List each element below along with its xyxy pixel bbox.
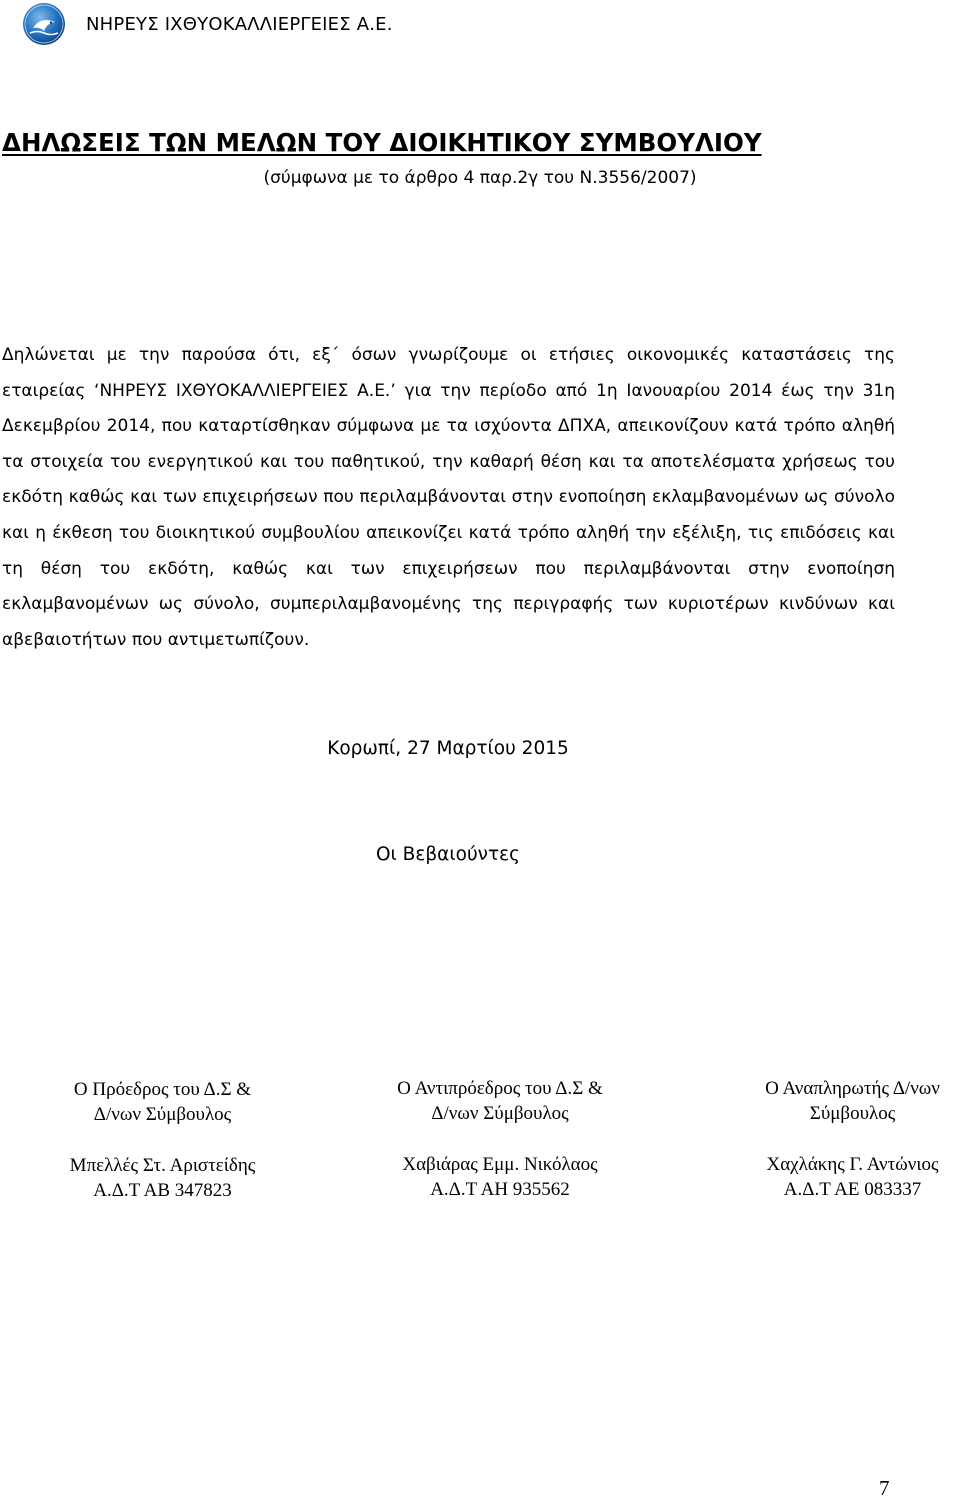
place-date: Κορωπί, 27 Μαρτίου 2015: [327, 738, 569, 759]
document-title: ΔΗΛΩΣΕΙΣ ΤΩΝ ΜΕΛΩΝ ΤΟΥ ΔΙΟΙΚΗΤΙΚΟΥ ΣΥΜΒΟΥΛΙΟΥ: [2, 128, 762, 157]
declaration-paragraph: Δηλώνεται με την παρούσα ότι, εξ΄ όσων γνωρίζουμε οι ετήσιες οικονομικές καταστάσεις της εταιρείας ‘ΝΗΡΕΥΣ ΙΧΘΥΟΚΑΛΛΙΕΡΓΕΙΕΣ Α.Ε.’ για την περίοδο από 1η Ιανουαρίου 2014 έως την 31η Δεκεμβρίου 2014, που καταρτίσθηκαν σύμφωνα με τα ισχύοντα ΔΠΧΑ, απεικονίζουν κατά τρόπο αληθή τα στοιχεία του ενεργητικού και του παθητικού, την καθαρή θέση και τα αποτελέσματα χρήσεως του εκδότη καθώς και των επιχειρήσεων που περιλαμβάνονται στην ενοποίηση εκλαμβανομένων ως σύνολο και η έκθεση του διοικητικού συμβουλίου απεικονίζει κατά τρόπο αληθή την εξέλιξη, τις επιδόσεις και τη θέση του εκδότη, καθώς και των επιχειρήσεων που περιλαμβάνονται στην ενοποίηση εκλαμβανομένων ως σύνολο, συμπεριλαμβανομένης της περιγραφής των κυριοτέρων κινδύνων και αβεβαιοτήτων που αντιμετωπίζουν.: [2, 345, 895, 650]
page-header: [22, 2, 393, 46]
signatory-name: Μπελλές Στ. Αριστείδης: [69, 1155, 256, 1176]
company-logo-icon: [22, 2, 66, 46]
signatory-role: Ο Πρόεδρος του Δ.Σ &: [73, 1079, 252, 1100]
signatory-id-card: Α.Δ.Τ ΑΕ 083337: [783, 1179, 922, 1200]
signatory-deputy-ceo: [740, 1076, 960, 1202]
signatory-chairman: [40, 1077, 285, 1203]
signatory-id-card: Α.Δ.Τ ΑΗ 935562: [430, 1179, 570, 1200]
signatory-role: Ο Αναπληρωτής Δ/νων: [765, 1078, 940, 1099]
company-name: ΝΗΡΕΥΣ ΙΧΘΥΟΚΑΛΛΙΕΡΓΕΙΕΣ Α.Ε.: [86, 13, 393, 35]
signatory-role: Ο Αντιπρόεδρος του Δ.Σ &: [397, 1078, 603, 1099]
signatory-name: Χαχλάκης Γ. Αντώνιος: [766, 1154, 939, 1175]
signatory-name: Χαβιάρας Εμμ. Νικόλαος: [402, 1154, 598, 1175]
document-subtitle: (σύμφωνα με το άρθρο 4 παρ.2γ του Ν.3556/2007): [263, 168, 697, 188]
signatory-role: Δ/νων Σύμβουλος: [431, 1103, 569, 1124]
signatory-id-card: Α.Δ.Τ ΑΒ 347823: [93, 1180, 232, 1201]
signatory-role: Σύμβουλος: [809, 1103, 896, 1124]
signatory-role: Δ/νων Σύμβουλος: [93, 1104, 232, 1125]
page-number: 7: [879, 1476, 890, 1500]
certifiers-heading: Οι Βεβαιούντες: [375, 844, 520, 865]
signatory-vice-chairman: [360, 1076, 640, 1202]
